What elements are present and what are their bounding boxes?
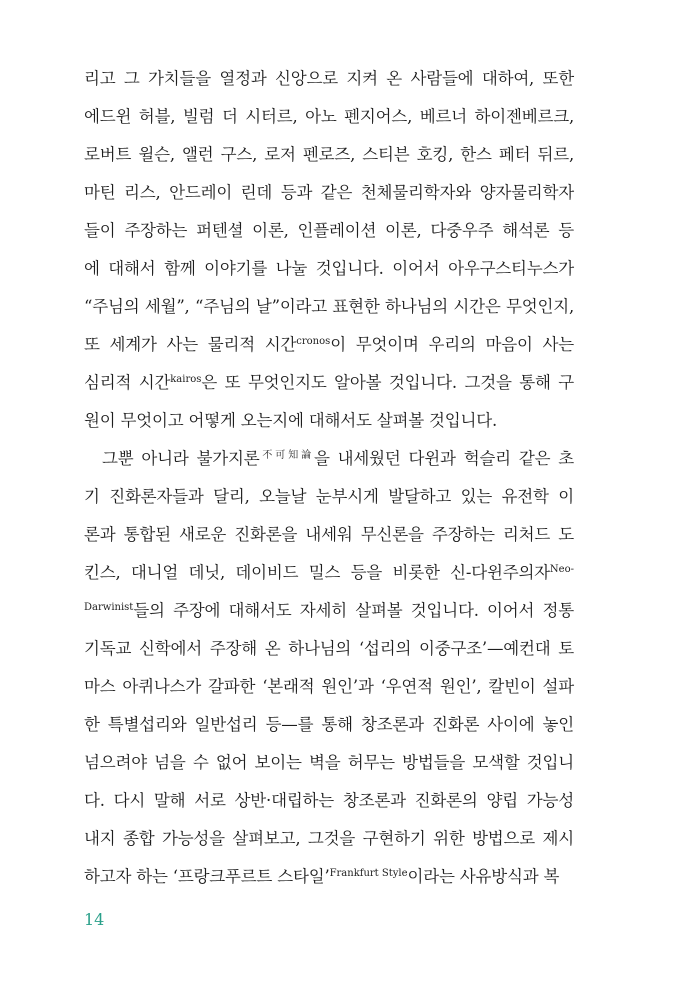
text-line xyxy=(84,668,574,706)
page-number: 14 xyxy=(84,910,105,929)
text-run: 로버트 윌슨, 앨런 구스, 로저 펜로즈, 스티븐 호킹, 한스 페터 뒤르, xyxy=(84,145,574,164)
gloss-superscript: kairos xyxy=(170,374,202,385)
text-line xyxy=(84,782,574,820)
text-line xyxy=(84,592,574,630)
gloss-superscript: 不可知論 xyxy=(259,450,314,461)
text-line xyxy=(84,288,574,326)
text-run: 하고자 하는 ‘프랑크푸르트 스타일’ xyxy=(84,867,330,886)
text-run: 내지 종합 가능성을 살펴보고, 그것을 구현하기 위한 방법으로 제시 xyxy=(84,829,574,848)
text-run: 원이 무엇이고 어떻게 오는지에 대해서도 살펴볼 것입니다. xyxy=(84,411,498,430)
text-line xyxy=(84,326,574,364)
text-run: 기독교 신학에서 주장해 온 하나님의 ‘섭리의 이중구조’—예컨대 토 xyxy=(84,639,574,658)
body-text xyxy=(84,60,574,896)
gloss-superscript: Darwinist xyxy=(84,602,134,613)
text-run: 그뿐 아니라 불가지론 xyxy=(102,449,260,468)
text-line xyxy=(84,440,574,478)
text-run: 이 무엇이며 우리의 마음이 사는 xyxy=(330,335,574,354)
text-run: 에 대해서 함께 이야기를 나눌 것입니다. 이어서 아우구스티누스가 xyxy=(84,259,574,278)
text-run: 론과 통합된 새로운 진화론을 내세워 무신론을 주장하는 리처드 도 xyxy=(84,525,574,544)
text-run: 들이 주장하는 퍼텐셜 이론, 인플레이션 이론, 다중우주 해석론 등 xyxy=(84,221,574,240)
text-run: 다. 다시 말해 서로 상반·대립하는 창조론과 진화론의 양립 가능성 xyxy=(84,791,574,810)
text-line xyxy=(84,554,574,592)
text-line xyxy=(84,212,574,250)
text-run: 마틴 리스, 안드레이 린데 등과 같은 천체물리학자와 양자물리학자 xyxy=(84,183,574,202)
text-run: 이라는 사유방식과 복 xyxy=(407,867,560,886)
text-run: 들의 주장에 대해서도 자세히 살펴볼 것입니다. 이어서 정통 xyxy=(133,601,574,620)
text-run: 킨스, 대니얼 데닛, 데이비드 밀스 등을 비롯한 신-다윈주의자 xyxy=(84,563,550,582)
text-run: 은 또 무엇인지도 알아볼 것입니다. 그것을 통해 구 xyxy=(201,373,574,392)
text-line xyxy=(84,250,574,288)
text-line xyxy=(84,858,574,896)
text-line xyxy=(84,516,574,554)
text-line xyxy=(84,820,574,858)
text-run: 기 진화론자들과 달리, 오늘날 눈부시게 발달하고 있는 유전학 이 xyxy=(84,487,574,506)
text-line xyxy=(84,60,574,98)
paragraph xyxy=(84,440,574,896)
text-run: “주님의 세월”, “주님의 날”이라고 표현한 하나님의 시간은 무엇인지, xyxy=(84,297,574,316)
text-line xyxy=(84,98,574,136)
text-run: 한 특별섭리와 일반섭리 등—를 통해 창조론과 진화론 사이에 놓인 xyxy=(84,715,574,734)
paragraph xyxy=(84,60,574,440)
text-line xyxy=(84,630,574,668)
text-run: 넘으려야 넘을 수 없어 보이는 벽을 허무는 방법들을 모색할 것입니 xyxy=(84,753,574,772)
gloss-superscript: Neo- xyxy=(549,564,574,575)
text-run: 에드윈 허블, 빌럼 더 시터르, 아노 펜지어스, 베르너 하이젠베르크, xyxy=(84,107,574,126)
gloss-superscript: Frankfurt Style xyxy=(329,868,408,879)
text-run: 마스 아퀴나스가 갈파한 ‘본래적 원인’과 ‘우연적 원인’, 칼빈이 설파 xyxy=(84,677,574,696)
text-line xyxy=(84,174,574,212)
gloss-superscript: cronos xyxy=(296,336,331,347)
text-line xyxy=(84,136,574,174)
text-line xyxy=(84,478,574,516)
text-line xyxy=(84,402,574,440)
text-run: 리고 그 가치들을 열정과 신앙으로 지켜 온 사람들에 대하여, 또한 xyxy=(84,69,574,88)
text-run: 심리적 시간 xyxy=(84,373,171,392)
text-line xyxy=(84,744,574,782)
text-run: 을 내세웠던 다윈과 헉슬리 같은 초 xyxy=(313,449,575,468)
text-run: 또 세계가 사는 물리적 시간 xyxy=(84,335,297,354)
text-line xyxy=(84,706,574,744)
text-line xyxy=(84,364,574,402)
